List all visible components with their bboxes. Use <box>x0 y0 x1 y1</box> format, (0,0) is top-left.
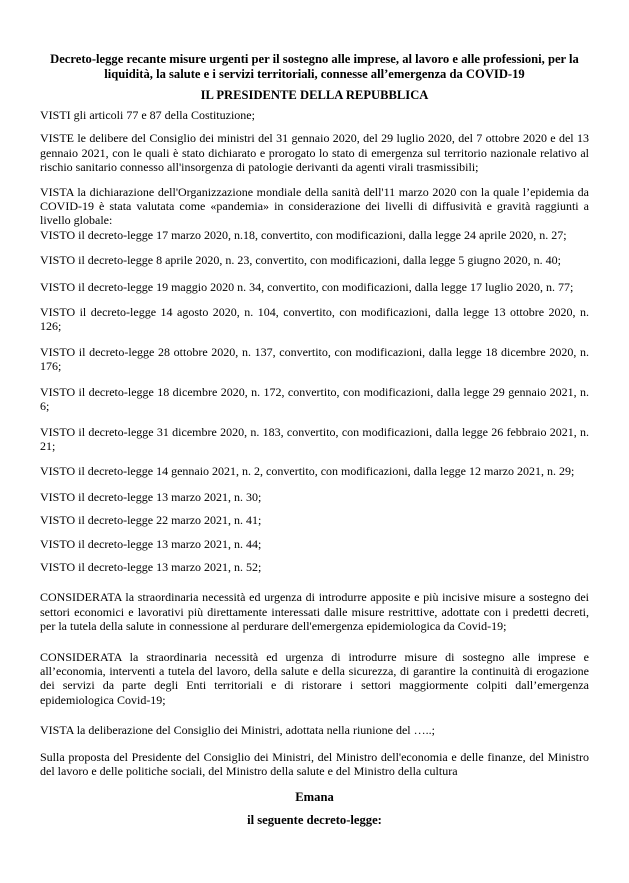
paragraph-dl-30-2021: VISTO il decreto-legge 13 marzo 2021, n. 30; <box>40 489 262 504</box>
paragraph-dl-104-2020: VISTO il decreto-legge 14 agosto 2020, n. 104, convertito, con modificazioni, dalla legge 13 ottobre 2020, n. 126; <box>40 305 589 334</box>
paragraph-dl-41-2021: VISTO il decreto-legge 22 marzo 2021, n. 41; <box>40 513 262 528</box>
paragraph-dl-137-2020: VISTO il decreto-legge 28 ottobre 2020, n. 137, convertito, con modificazioni, dalla legge 18 dicembre 2020, n. 176; <box>40 344 589 374</box>
paragraph-dl-34-2020: VISTO il decreto-legge 19 maggio 2020 n. 34, convertito, con modificazioni, dalla legge 17 luglio 2020, n. 77; <box>40 279 574 294</box>
paragraph-dl-18-2020: VISTO il decreto-legge 17 marzo 2020, n.18, convertito, con modificazioni, dalla legge 24 aprile 2020, n. 27; <box>40 227 567 242</box>
paragraph-dl-183-2020: VISTO il decreto-legge 31 dicembre 2020, n. 183, convertito, con modificazioni, dalla legge 26 febbraio 2021, n. 21; <box>40 424 589 453</box>
paragraph-visti-costituzione: VISTI gli articoli 77 e 87 della Costituzione; <box>40 108 255 122</box>
president-heading: IL PRESIDENTE DELLA REPUBBLICA <box>200 88 429 102</box>
paragraph-dl-172-2020: VISTO il decreto-legge 18 dicembre 2020, n. 172, convertito, con modificazioni, dalla legge 29 gennaio 2021, n. 6; <box>40 384 589 414</box>
paragraph-dl-2-2021: VISTO il decreto-legge 14 gennaio 2021, n. 2, convertito, con modificazioni, dalla legge 12 marzo 2021, n. 29; <box>40 464 575 479</box>
paragraph-dl-44-2021: VISTO il decreto-legge 13 marzo 2021, n. 44; <box>40 536 262 551</box>
paragraph-vista-oms: VISTA la dichiarazione dell'Organizzazione mondiale della sanità dell'11 marzo 2020 con la quale l’epidemia da COVID-19 è stata valutata come «pandemia» in considerazione dei livelli di diffusività e gravità raggiunti a livello globale: <box>40 184 589 228</box>
paragraph-vista-deliberazione: VISTA la deliberazione del Consiglio dei Ministri, adottata nella riunione del …..; <box>40 723 435 738</box>
paragraph-dl-52-2021: VISTO il decreto-legge 13 marzo 2021, n. 52; <box>40 559 262 574</box>
paragraph-proposta-ministri: Sulla proposta del Presidente del Consiglio dei Ministri, del Ministro dell'economia e delle finanze, del Ministro del lavoro e delle politiche sociali, del Ministro della salute e del Ministro della cultura <box>40 749 589 778</box>
paragraph-viste-delibere: VISTE le delibere del Consiglio dei ministri del 31 gennaio 2020, del 29 luglio 2020, del 7 ottobre 2020 e del 13 gennaio 2021, con le quali è stato dichiarato e prorogato lo stato di emergenza sul territorio nazionale relativo al rischio sanitario connesso all'insorgenza di patologie derivanti da agenti virali trasmissibili; <box>40 131 589 175</box>
emana-heading: Emana <box>295 790 334 805</box>
decree-title: Decreto-legge recante misure urgenti per il sostegno alle imprese, al lavoro e alle professioni, per la liquidità, la salute e i servizi territoriali, connesse all’emergenza da COVID-19 <box>50 52 579 81</box>
paragraph-considerata-imprese: CONSIDERATA la straordinaria necessità ed urgenza di introdurre misure di sostegno alle imprese e all’economia, interventi a tutela del lavoro, della salute e della sicurezza, di garantire la continuità di erogazione dei servizi da parte degli Enti territoriali e di ristorare i settori maggiormente colpiti dall’emergenza epidemiologica Covid-19; <box>40 649 589 707</box>
paragraph-considerata-settori: CONSIDERATA la straordinaria necessità ed urgenza di introdurre apposite e più incisive misure a sostegno dei settori economici e lavorativi più direttamente interessati dalle misure restrittive, adottate con i predetti decreti, per la tutela della salute in connessione al perdurare dell'emergenza epidemiologica da Covid-19; <box>40 590 589 634</box>
closing-line: il seguente decreto-legge: <box>247 813 382 828</box>
paragraph-dl-23-2020: VISTO il decreto-legge 8 aprile 2020, n. 23, convertito, con modificazioni, dalla legge 5 giugno 2020, n. 40; <box>40 253 561 268</box>
